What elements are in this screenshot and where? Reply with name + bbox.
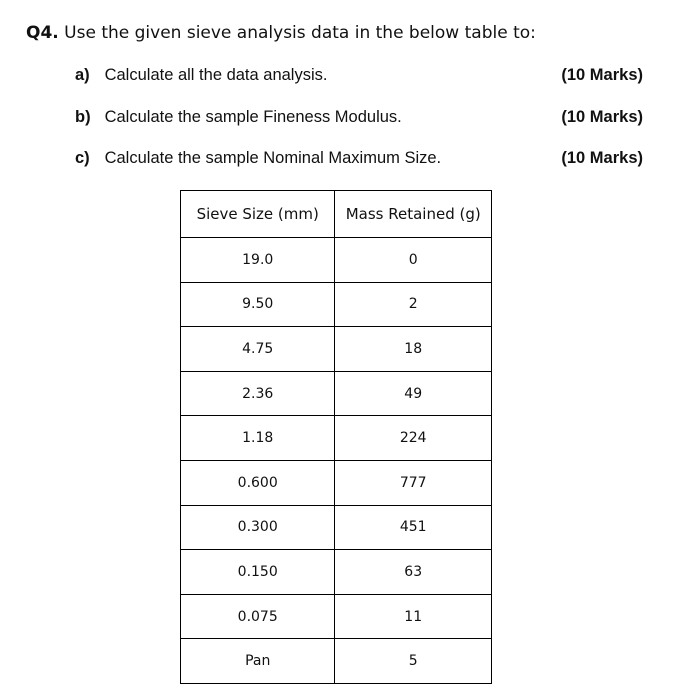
sieve-size-cell: 0.300 (181, 505, 335, 550)
mass-retained-cell: 2 (335, 282, 492, 327)
sieve-size-cell: 0.150 (181, 550, 335, 595)
sieve-size-cell: 19.0 (181, 238, 335, 283)
table-row (181, 416, 492, 461)
table-row (181, 594, 492, 639)
question-number: Q4. (26, 23, 59, 43)
sieve-analysis-table (180, 190, 492, 684)
part-marks: (10 Marks) (561, 66, 643, 84)
mass-retained-cell: 63 (335, 550, 492, 595)
table-row (181, 327, 492, 372)
part-a (75, 64, 643, 86)
mass-retained-cell: 777 (335, 460, 492, 505)
question-prompt (26, 22, 536, 44)
table-row (181, 639, 492, 684)
table-row (181, 371, 492, 416)
mass-retained-cell: 0 (335, 238, 492, 283)
mass-retained-cell: 224 (335, 416, 492, 461)
header-mass-retained: Mass Retained (g) (335, 191, 492, 238)
sieve-size-cell: Pan (181, 639, 335, 684)
sieve-size-cell: 1.18 (181, 416, 335, 461)
part-marks: (10 Marks) (561, 108, 643, 126)
part-b (75, 106, 643, 128)
part-letter: b) (75, 108, 91, 126)
sieve-size-cell: 0.600 (181, 460, 335, 505)
part-c (75, 147, 643, 169)
sieve-size-cell: 0.075 (181, 594, 335, 639)
table-row (181, 282, 492, 327)
sieve-size-cell: 2.36 (181, 371, 335, 416)
mass-retained-cell: 11 (335, 594, 492, 639)
mass-retained-cell: 18 (335, 327, 492, 372)
table-header-row (181, 191, 492, 238)
mass-retained-cell: 49 (335, 371, 492, 416)
header-sieve-size: Sieve Size (mm) (181, 191, 335, 238)
table-row (181, 460, 492, 505)
sieve-size-cell: 4.75 (181, 327, 335, 372)
table-row (181, 505, 492, 550)
table-row (181, 238, 492, 283)
part-letter: a) (75, 66, 90, 84)
part-marks: (10 Marks) (561, 149, 643, 167)
mass-retained-cell: 5 (335, 639, 492, 684)
part-text: Calculate the sample Nominal Maximum Size. (104, 149, 442, 167)
table-row (181, 550, 492, 595)
part-text: Calculate all the data analysis. (104, 66, 328, 84)
part-text: Calculate the sample Fineness Modulus. (104, 108, 402, 126)
mass-retained-cell: 451 (335, 505, 492, 550)
sieve-size-cell: 9.50 (181, 282, 335, 327)
question-text: Use the given sieve analysis data in the below table to: (64, 23, 536, 43)
part-letter: c) (75, 149, 90, 167)
